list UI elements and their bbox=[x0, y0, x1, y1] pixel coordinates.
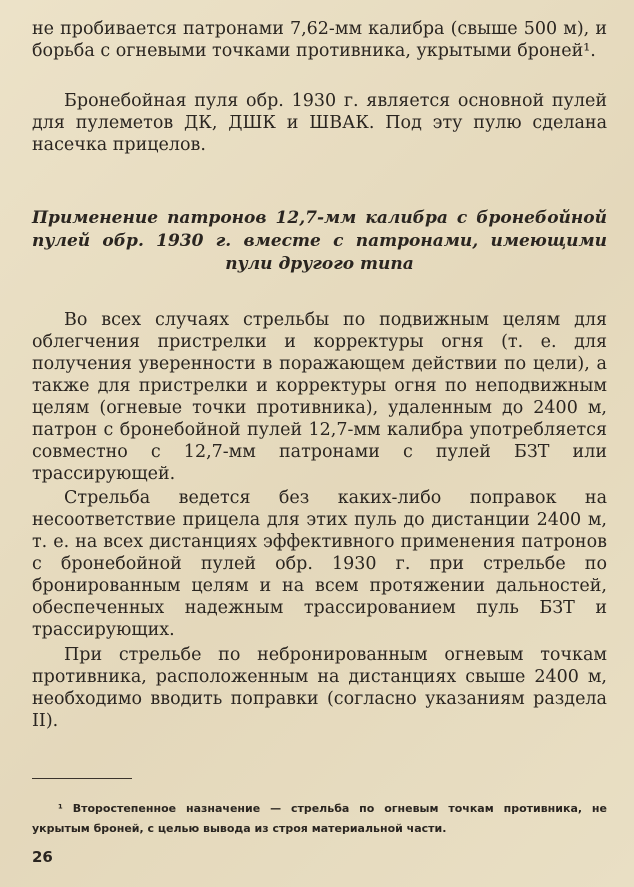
section-heading: Применение патронов 12,7-мм калибра с бронебойной пулей обр. 1930 г. вместе с патронами, имеющими пули другого типа bbox=[32, 208, 607, 274]
footnote-divider bbox=[32, 778, 132, 779]
footnote: ¹ Второстепенное назначение — стрельба по огневым точкам противника, не укрытым броней, с целью вывода из строя материальной части. bbox=[32, 802, 607, 835]
paragraph-unarmored-targets: При стрельбе по небронированным огневым точкам противника, расположенным на дистанциях свыше 2400 м, необходимо вводить поправки (согласно указаниям раздела II). bbox=[32, 645, 607, 731]
paragraph-moving-targets: Во всех случаях стрельбы по подвижным целям для облегчения пристрелки и корректуры огня (т. е. для получения уверенности в поражающем действии по цели), а также для пристрелки и корректуры огня по неподвижным целям (огневые точки противника), удаленным до 2400 м, патрон с бронебойной пулей 12,7-мм калибра употребляется совместно с 12,7-мм патронами с пулей БЗТ или трассирующей. bbox=[32, 310, 607, 484]
page-number: 26 bbox=[32, 848, 53, 866]
paragraph-armor-piercing-bullet: Бронебойная пуля обр. 1930 г. является основной пулей для пулеметов ДК, ДШК и ШВАК. Под эту пулю сделана насечка прицелов. bbox=[32, 91, 607, 155]
paragraph-continuation: не пробивается патронами 7,62-мм калибра (свыше 500 м), и борьба с огневыми точками противника, укрытыми броней¹. bbox=[32, 19, 607, 61]
paragraph-firing-without-corrections: Стрельба ведется без каких-либо поправок на несоответствие прицела для этих пуль до дистанции 2400 м, т. е. на всех дистанциях эффективного применения патронов с бронебойной пулей обр. 1930 г. при стрельбе по бронированным целям и на всем протяжении дальностей, обеспеченных надежным трассированием пуль БЗТ и трассирующих. bbox=[32, 488, 607, 640]
